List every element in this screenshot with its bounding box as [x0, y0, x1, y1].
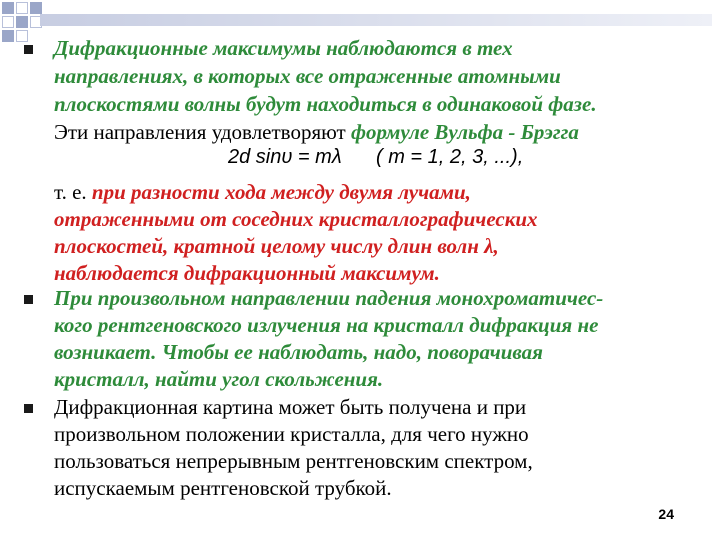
explanation-line1-black: т. е.	[54, 180, 92, 204]
bullet3-line3: пользоваться непрерывным рентгеновским спектром,	[54, 449, 533, 473]
page-number: 24	[658, 506, 674, 522]
bullet1-line4-green: формуле Вульфа - Брэгга	[350, 120, 579, 144]
bullet3-line2: произвольном положении кристалла, для чего нужно	[54, 422, 529, 446]
formula-condition: ( m = 1, 2, 3, ...),	[376, 146, 524, 168]
bullet2-line4: кристалл, найти угол скольжения.	[54, 367, 384, 391]
bullet3-line1: Дифракционная картина может быть получена и при	[54, 395, 527, 419]
bullet3-line4: испускаемым рентгеновской трубкой.	[54, 476, 392, 500]
bullet1-line4-black: Эти направления удовлетворяют	[54, 120, 351, 144]
explanation-line1	[54, 180, 471, 204]
bragg-formula	[228, 146, 524, 169]
bullet-marker	[24, 404, 33, 413]
bullet2-line3: возникает. Чтобы ее наблюдать, надо, поворачивая	[54, 340, 543, 364]
explanation-line3: плоскостей, кратной целому числу длин волн λ,	[54, 234, 499, 258]
bullet2-line1: При произвольном направлении падения монохроматичес-	[54, 286, 604, 310]
explanation-line2: отраженными от соседних кристаллографических	[54, 207, 538, 231]
bullet-marker	[24, 295, 33, 304]
bullet2-line2: кого рентгеновского излучения на кристалл дифракция не	[54, 313, 599, 337]
bullet-marker	[24, 45, 33, 54]
bullet1-line4	[54, 120, 579, 144]
formula-main: 2d sinυ = mλ	[228, 146, 342, 168]
bullet1-line2: направлениях, в которых все отраженные атомными	[54, 64, 561, 88]
explanation-line4: наблюдается дифракционный максимум.	[54, 261, 440, 285]
bullet1-line1: Дифракционные максимумы наблюдаются в тех	[54, 36, 513, 60]
bullet1-line3: плоскостями волны будут находиться в одинаковой фазе.	[54, 92, 597, 116]
explanation-line1-red: при разности хода между двумя лучами,	[91, 180, 471, 204]
